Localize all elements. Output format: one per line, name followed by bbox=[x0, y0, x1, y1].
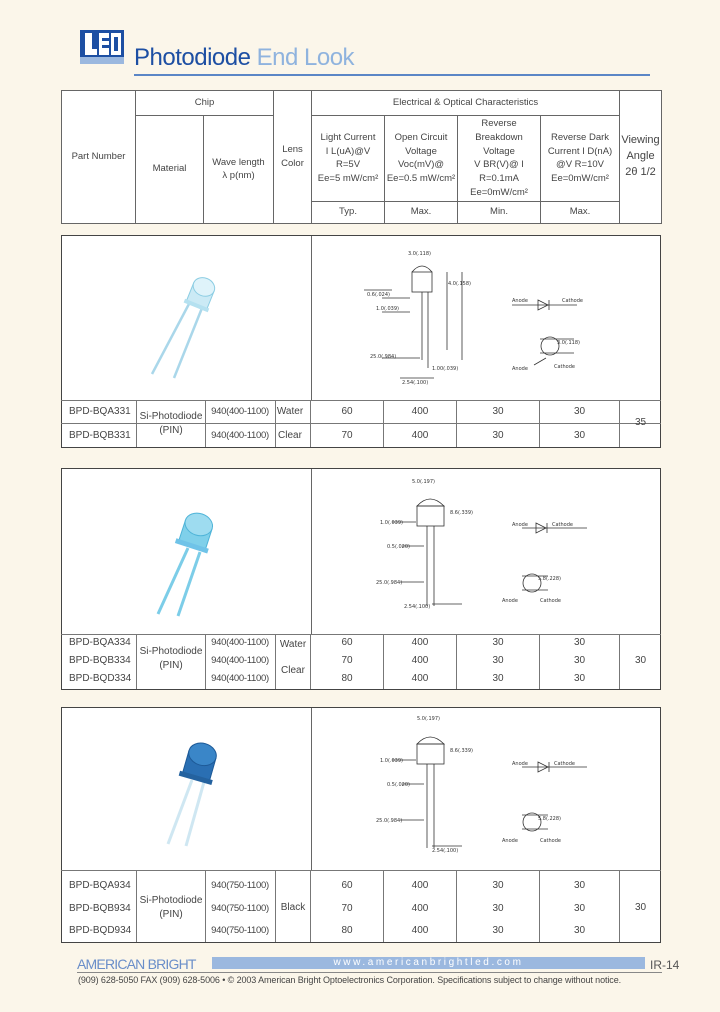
svg-text:3.0(.118): 3.0(.118) bbox=[408, 251, 431, 257]
svg-text:25.0(.984): 25.0(.984) bbox=[376, 580, 403, 586]
svg-text:0.5(.020): 0.5(.020) bbox=[387, 782, 410, 788]
table-row: BPD-BQD934 940(750-1100) 80 400 30 30 bbox=[61, 919, 661, 942]
svg-text:4.0(.158): 4.0(.158) bbox=[448, 281, 471, 287]
part-number: BPD-BQB331 bbox=[69, 430, 131, 441]
table-row: BPD-BQA331 940(400-1100) Water 60 400 30 30 bbox=[61, 400, 661, 423]
title-end-look: End Look bbox=[256, 44, 355, 71]
svg-text:Anode: Anode bbox=[512, 298, 528, 304]
svg-text:Cathode: Cathode bbox=[554, 761, 575, 767]
svg-text:1.00(.039): 1.00(.039) bbox=[432, 366, 459, 372]
svg-text:8.6(.339): 8.6(.339) bbox=[450, 510, 473, 516]
contact-info: (909) 628-5050 FAX (909) 628-5006 • © 2003 American Bright Optoelectronics Corporation. Specifications subject to change without notice. bbox=[78, 975, 622, 985]
col-electrical: Electrical & Optical Characteristics bbox=[312, 91, 620, 116]
col-typ: Typ. bbox=[312, 201, 385, 223]
table-row: BPD-BQA934 940(750-1100) 60 400 30 30 bbox=[61, 874, 661, 897]
dimension-drawing-934 bbox=[372, 712, 602, 862]
table-row: BPD-BQB331 940(400-1100) Clear 70 400 30 30 bbox=[61, 424, 661, 447]
col-wavelength: Wave length λ p(nm) bbox=[204, 116, 274, 224]
svg-text:1.0(.039): 1.0(.039) bbox=[380, 520, 403, 526]
svg-text:8.6(.339): 8.6(.339) bbox=[450, 748, 473, 754]
svg-text:1.0(.039): 1.0(.039) bbox=[380, 758, 403, 764]
svg-text:25.0(.984): 25.0(.984) bbox=[370, 354, 397, 360]
part-number: BPD-BQD934 bbox=[69, 925, 132, 936]
svg-text:1.0(.039): 1.0(.039) bbox=[376, 306, 399, 312]
part-number: BPD-BQB334 bbox=[69, 655, 131, 666]
col-light-current: Light Current I L(uA)@V R=5V Ee=5 mW/cm² bbox=[312, 116, 385, 202]
col-min: Min. bbox=[458, 201, 541, 223]
spec-header-table bbox=[61, 90, 662, 224]
svg-text:Cathode: Cathode bbox=[554, 364, 575, 370]
svg-text:Cathode: Cathode bbox=[562, 298, 583, 304]
angle-334: 30 bbox=[634, 655, 647, 666]
col-max-2: Max. bbox=[541, 201, 620, 223]
col-viewing-angle: Viewing Angle 2θ 1/2 bbox=[620, 91, 662, 224]
svg-text:2.54(.100): 2.54(.100) bbox=[402, 380, 429, 386]
svg-text:Anode: Anode bbox=[502, 598, 518, 604]
website-link[interactable]: www.americanbrightled.com bbox=[212, 957, 645, 969]
header-rule bbox=[134, 74, 650, 76]
led-photo-331 bbox=[130, 272, 230, 382]
title-photodiode: Photodiode bbox=[134, 44, 251, 71]
svg-text:5.8(.228): 5.8(.228) bbox=[538, 576, 561, 582]
col-max-1: Max. bbox=[385, 201, 458, 223]
part-number: BPD-BQA331 bbox=[69, 406, 131, 417]
col-part-number: Part Number bbox=[62, 91, 136, 224]
svg-text:5.0(.197): 5.0(.197) bbox=[417, 716, 440, 722]
col-chip: Chip bbox=[136, 91, 274, 116]
material-334: Si-Photodiode (PIN) bbox=[139, 646, 203, 671]
part-number: BPD-BQA334 bbox=[69, 637, 131, 648]
col-material: Material bbox=[136, 116, 204, 224]
table-row: BPD-BQB934 940(750-1100) 70 400 30 30 bbox=[61, 897, 661, 920]
table-row: BPD-BQB334 940(400-1100) 70 400 30 30 bbox=[61, 652, 661, 670]
part-number: BPD-BQD334 bbox=[69, 673, 132, 684]
col-lens-color: Lens Color bbox=[274, 91, 312, 224]
svg-text:Cathode: Cathode bbox=[540, 838, 561, 844]
lens-water-334: Water bbox=[279, 639, 307, 650]
svg-text:0.5(.020): 0.5(.020) bbox=[387, 544, 410, 550]
led-photo-334 bbox=[140, 508, 240, 618]
svg-text:Anode: Anode bbox=[512, 761, 528, 767]
table-row: BPD-BQA334 940(400-1100) 60 400 30 30 bbox=[61, 634, 661, 652]
svg-text:3.0(.118): 3.0(.118) bbox=[557, 340, 580, 346]
footer-rule bbox=[77, 972, 662, 973]
led-logo bbox=[80, 30, 124, 64]
svg-text:Anode: Anode bbox=[502, 838, 518, 844]
col-reverse-breakdown: Reverse Breakdown Voltage V BR(V)@ I R=0.1mA Ee=0mW/cm² bbox=[458, 116, 541, 202]
angle-934: 30 bbox=[634, 902, 647, 913]
page-title bbox=[134, 44, 354, 72]
col-reverse-dark: Reverse Dark Current I D(nA) @V R=10V Ee=0mW/cm² bbox=[541, 116, 620, 202]
svg-text:0.6(.024): 0.6(.024) bbox=[367, 292, 390, 298]
svg-text:Cathode: Cathode bbox=[540, 598, 561, 604]
dimension-drawing-334 bbox=[372, 478, 602, 618]
lens-clear-334: Clear bbox=[281, 665, 305, 676]
angle-331: 35 bbox=[634, 417, 647, 428]
svg-text:25.0(.984): 25.0(.984) bbox=[376, 818, 403, 824]
svg-text:2.54(.100): 2.54(.100) bbox=[432, 848, 459, 854]
svg-text:5.0(.197): 5.0(.197) bbox=[412, 479, 435, 485]
lens-black-934: Black bbox=[280, 902, 306, 913]
page-number: IR-14 bbox=[650, 958, 680, 972]
svg-text:5.8(.228): 5.8(.228) bbox=[538, 816, 561, 822]
material-934: Si-Photodiode (PIN) bbox=[139, 895, 203, 920]
svg-text:Cathode: Cathode bbox=[552, 522, 573, 528]
led-photo-934 bbox=[140, 738, 240, 848]
part-number: BPD-BQA934 bbox=[69, 880, 131, 891]
part-number: BPD-BQB934 bbox=[69, 903, 131, 914]
brand-name: AMERICAN BRIGHT bbox=[77, 956, 196, 972]
svg-text:Anode: Anode bbox=[512, 366, 528, 372]
svg-text:Anode: Anode bbox=[512, 522, 528, 528]
svg-text:2.54(.100): 2.54(.100) bbox=[404, 604, 431, 610]
material-331: Si-Photodiode (PIN) bbox=[139, 411, 203, 436]
col-open-circuit: Open Circuit Voltage Voc(mV)@ Ee=0.5 mW/cm² bbox=[385, 116, 458, 202]
dimension-drawing-331 bbox=[362, 250, 602, 390]
table-row: BPD-BQD334 940(400-1100) 80 400 30 30 bbox=[61, 670, 661, 688]
